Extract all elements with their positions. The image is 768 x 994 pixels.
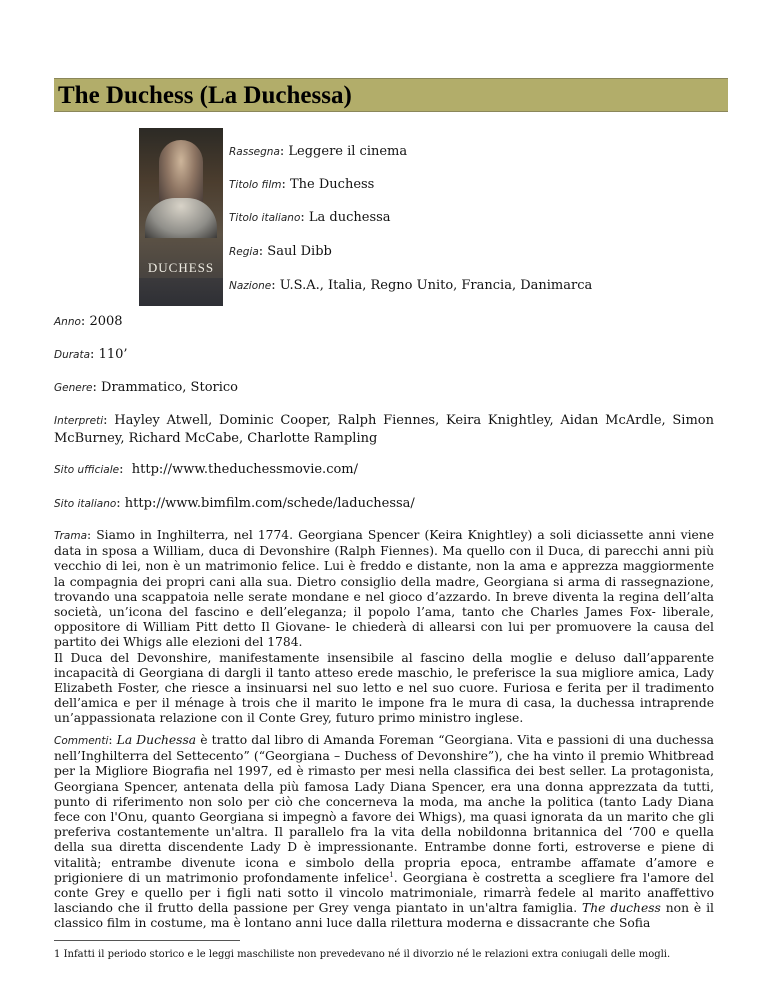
poster-dress xyxy=(145,198,217,238)
trama-text-2: Il Duca del Devonshire, manifestamente insensibile al fascino della moglie e deluso dall’apparente incapacità di Georgiana di dargli il tanto atteso erede maschio, le preferisce la sua migliore amica, Lady Elizabeth Foster, che riesce a insinuarsi nel suo letto e nel suo cuore. Furiosa e ferita per il tradimento dell’amica e per il ménage à trois che il marito le impone fra le mura di casa, la duchessa intraprende un’appassionata relazione con il Conte Grey, futuro primo ministro inglese. xyxy=(54,650,714,726)
commenti-text-a: è tratto dal libro di Amanda Foreman “Georgiana. Vita e passioni di una duchessa nell’Inghilterra del Settecento” (“Georgiana – Duchess of Devonshire”), che ha vinto il premio Whitbread per la Migliore Biografia nel 1997, ed è rimasto per mesi nella classifica dei best seller. La protagonista, Georgiana Spencer, antenata della più famosa Lady Diana Spencer, era una donna apprezzata da tutti, punto di riferimento non solo per ciò che concerneva la moda, ma anche la politica (tanto Lady Diana fece con l'Onu, quanto Georgiana si impegnò a favore dei Whigs), ma quasi ignorata da un marito che gli preferiva costantemente un'altra. Il parallelo fra la vita della nobildonna britannica del ‘700 e quella della sua diretta discendente Lady D è impressionante. Entrambe donne forti, estroverse e piene di vitalità; entrambe divenute icona e simbolo della propria epoca, entrambe affamate d’amore e prigioniere di un matrimonio profondamente infelice xyxy=(54,733,714,885)
footnote-reference[interactable]: 1 xyxy=(389,870,394,879)
trama-paragraph-2 xyxy=(54,651,714,727)
poster-bottom-band xyxy=(139,278,223,306)
field-label: Titolo film xyxy=(229,179,282,191)
footnote-number: 1 xyxy=(54,949,61,960)
document-title: The Duchess (La Duchessa) xyxy=(58,82,352,109)
field-value: Hayley Atwell, Dominic Cooper, Ralph Fiennes, Keira Knightley, Aidan McArdle, Simon McBurney, Richard McCabe, Charlotte Rampling xyxy=(54,413,714,446)
trama-paragraph-1: Trama: Siamo in Inghilterra, nel 1774. Georgiana Spencer (Keira Knightley) a soli diciassette anni viene data in sposa a William, duca di Devonshire (Ralph Fiennes). Ma quello con il Duca, di parecchi anni più vecchio di lei, non è un matrimonio felice. Lui è freddo e distante, non la ama e apprezza maggiormente la compagnia dei propri cani alla sua. Dietro consiglio della madre, Georgiana si arma di rassegnazione, trovando una scappatoia nelle serate mondane e nel gioco d’azzardo. In breve diventa la regina dell’alta società, un’icona del fascino e dell’eleganza; il popolo l’ama, tanto che Charles James Fox- liberale, oppositore di William Pitt detto Il Giovane- le chiederà di allearsi con lui per promuovere la causa del partito dei Whigs alle elezioni del 1784. xyxy=(54,528,714,650)
field-anno: Anno: 2008 xyxy=(54,314,123,329)
commenti-title-italic: La Duchessa xyxy=(116,733,197,747)
trama-label: Trama xyxy=(54,530,88,542)
field-sito-ufficiale: Sito ufficiale: http://www.theduchessmovie.com/ xyxy=(54,462,359,477)
footnote-divider xyxy=(54,940,240,941)
poster-title-text: DUCHESS xyxy=(147,260,215,275)
field-titolo-film: Titolo film: The Duchess xyxy=(229,177,375,192)
field-label: Rassegna xyxy=(229,146,280,158)
field-durata: Durata: 110’ xyxy=(54,347,128,362)
commenti-italic-2: The duchess xyxy=(582,901,661,916)
movie-poster-image xyxy=(139,128,223,306)
field-nazione: Nazione: U.S.A., Italia, Regno Unito, Francia, Danimarca xyxy=(229,278,593,293)
footnote-text: Infatti il periodo storico e le leggi maschiliste non prevedevano né il divorzio né le relazioni extra coniugali delle mogli. xyxy=(63,949,671,960)
field-label: Titolo italiano xyxy=(229,212,301,224)
field-genere: Genere: Drammatico, Storico xyxy=(54,380,238,395)
field-label: Anno xyxy=(54,316,81,328)
trama-section xyxy=(54,528,714,727)
field-value: Leggere il cinema xyxy=(288,144,408,159)
commenti-paragraph: Commenti: La Duchessa è tratto dal libro di Amanda Foreman “Georgiana. Vita e passioni di una duchessa nell’Inghilterra del Settecento” (“Georgiana – Duchess of Devonshire”), che ha vinto il premio Whitbread per la Migliore Biografia nel 1997, ed è rimasto per mesi nella classifica dei best seller. La protagonista, Georgiana Spencer, antenata della più famosa Lady Diana Spencer, era una donna apprezzata da tutti, punto di riferimento non solo per ciò che concerneva la moda, ma anche la politica (tanto Lady Diana fece con l'Onu, quanto Georgiana si impegnò a favore dei Whigs), ma quasi ignorata da un marito che gli preferiva costantemente un'altra. Il parallelo fra la vita della nobildonna britannica del ‘700 e quella della sua diretta discendente Lady D è impressionante. Entrambe donne forti, estroverse e piene di vitalità; entrambe divenute icona e simbolo della propria epoca, entrambe affamate d’amore e prigioniere di un matrimonio profondamente infelice$^1$. Georgiana è costretta a scegliere fra l'amore del conte Grey e quello per i figli nati sotto il vincolo matrimoniale, rimarrà fedele al marito anaffettivo lasciando che il frutto della passione per Grey venga piantato in un'altra famiglia. The duchess non è il classico film in costume, ma è lontano anni luce dalla rilettura moderna e dissacrante che Sofia xyxy=(54,733,714,931)
field-label: Genere xyxy=(54,382,93,394)
field-interpreti: Interpreti: Hayley Atwell, Dominic Cooper, Ralph Fiennes, Keira Knightley, Aidan McArdle, Simon McBurney, Richard McCabe, Charlotte Rampling xyxy=(54,413,714,446)
field-value: La duchessa xyxy=(308,210,391,225)
field-label: Nazione xyxy=(229,280,272,292)
trama-text-1: Siamo in Inghilterra, nel 1774. Georgiana Spencer (Keira Knightley) a soli diciassette anni viene data in sposa a William, duca di Devonshire (Ralph Fiennes). Ma quello con il Duca, di parecchi anni più vecchio di lei, non è un matrimonio felice. Lui è freddo e distante, non la ama e apprezza maggiormente la compagnia dei propri cani alla sua. Dietro consiglio della madre, Georgiana si arma di rassegnazione, trovando una scappatoia nelle serate mondane e nel gioco d’azzardo. In breve diventa la regina dell’alta società, un’icona del fascino e dell’eleganza; il popolo l’ama, tanto che Charles James Fox- liberale, oppositore di William Pitt detto Il Giovane- le chiederà di allearsi con lui per promuovere la causa del partito dei Whigs alle elezioni del 1784. xyxy=(54,528,714,650)
field-label: Regia xyxy=(229,246,259,258)
field-value: 2008 xyxy=(89,314,123,329)
field-titolo-italiano: Titolo italiano: La duchessa xyxy=(229,210,391,225)
commenti-text-b: . Georgiana è costretta a scegliere fra l'amore del conte Grey e quello per i figli nati sotto il vincolo matrimoniale, rimarrà fedele al marito anaffettivo lasciando che il frutto della passione per Grey venga piantato in un'altra famiglia. xyxy=(54,870,714,916)
field-value: Drammatico, Storico xyxy=(101,380,238,395)
field-sito-italiano: Sito italiano: http://www.bimfilm.com/schede/laduchessa/ xyxy=(54,496,415,511)
field-value: Saul Dibb xyxy=(267,244,332,259)
italian-site-link[interactable]: http://www.bimfilm.com/schede/laduchessa/ xyxy=(124,496,415,511)
field-label: Durata xyxy=(54,349,91,361)
commenti-section xyxy=(54,733,714,932)
field-value: 110’ xyxy=(98,347,128,362)
footnote xyxy=(54,948,724,961)
field-rassegna: Rassegna: Leggere il cinema xyxy=(229,144,408,159)
commenti-label: Commenti xyxy=(54,735,109,747)
title-banner xyxy=(54,78,728,112)
field-regia: Regia: Saul Dibb xyxy=(229,244,332,259)
field-label: Sito italiano xyxy=(54,498,117,510)
official-site-link[interactable]: http://www.theduchessmovie.com/ xyxy=(131,462,359,477)
field-label: Sito ufficiale xyxy=(54,464,120,476)
field-value: U.S.A., Italia, Regno Unito, Francia, Danimarca xyxy=(279,278,593,293)
commenti-text-c: non è il classico film in costume, ma è lontano anni luce dalla rilettura moderna e dissacrante che Sofia xyxy=(54,901,714,931)
field-value: The Duchess xyxy=(290,177,375,192)
field-label: Interpreti xyxy=(54,415,104,427)
